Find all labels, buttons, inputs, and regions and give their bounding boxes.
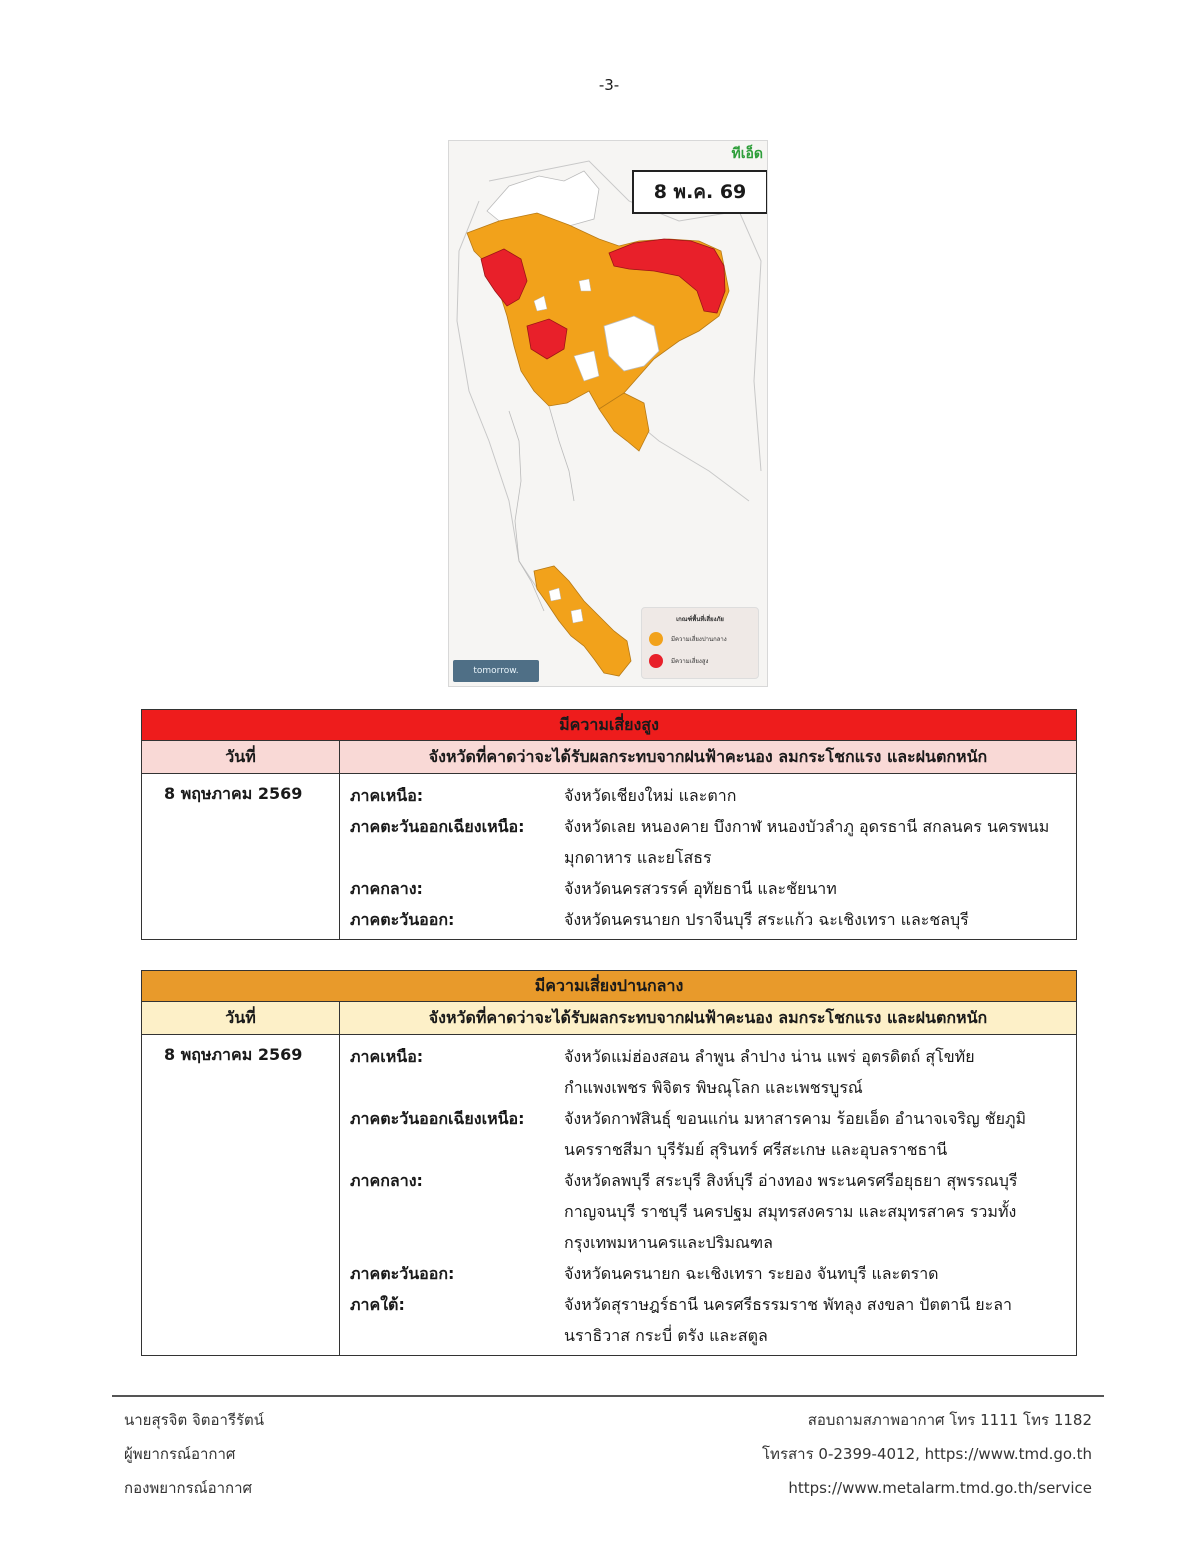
high-risk-body bbox=[142, 774, 1076, 939]
risk-date: 8 พฤษภาคม 2569 bbox=[142, 774, 340, 939]
medium-risk-title: มีความเสี่ยงปานกลาง bbox=[142, 971, 1076, 1002]
high-risk-title: มีความเสี่ยงสูง bbox=[142, 710, 1076, 741]
medium-risk-table bbox=[141, 970, 1077, 1356]
region-row bbox=[350, 873, 1076, 904]
tomorrow-logo: tomorrow. bbox=[453, 660, 539, 682]
legend-dot-red bbox=[649, 654, 663, 668]
region-provinces: จังหวัดนครนายก ปราจีนบุรี สระแก้ว ฉะเชิงเทรา และชลบุรี bbox=[564, 910, 969, 929]
region-row bbox=[350, 1041, 1076, 1103]
region-row bbox=[350, 1165, 1076, 1258]
contact-info bbox=[762, 1403, 1092, 1505]
region-row bbox=[350, 1103, 1076, 1165]
region-row bbox=[350, 1289, 1076, 1351]
region-name: ภาคกลาง: bbox=[350, 1171, 423, 1190]
region-provinces: จังหวัดเชียงใหม่ และตาก bbox=[564, 786, 737, 805]
high-risk-header bbox=[142, 741, 1076, 774]
region-name: ภาคเหนือ: bbox=[350, 786, 424, 805]
map-legend bbox=[641, 607, 759, 679]
region-provinces: จังหวัดลพบุรี สระบุรี สิงห์บุรี อ่างทอง พระนครศรีอยุธยา สุพรรณบุรี กาญจนบุรี ราชบุรี นครปฐม สมุทรสงคราม และสมุทรสาคร รวมทั้งกรุงเทพมหานครและปริมณฑล bbox=[564, 1171, 1018, 1252]
region-name: ภาคตะวันออก: bbox=[350, 910, 455, 929]
region-provinces: จังหวัดแม่ฮ่องสอน ลำพูน ลำปาง น่าน แพร่ อุตรดิตถ์ สุโขทัย กำแพงเพชร พิจิตร พิษณุโลก และเพชรบูรณ์ bbox=[564, 1047, 975, 1097]
header-provinces: จังหวัดที่คาดว่าจะได้รับผลกระทบจากฝนฟ้าคะนอง ลมกระโชกแรง และฝนตกหนัก bbox=[428, 1007, 988, 1027]
risk-date: 8 พฤษภาคม 2569 bbox=[142, 1035, 340, 1355]
medium-risk-header bbox=[142, 1002, 1076, 1035]
region-name: ภาคตะวันออก: bbox=[350, 1264, 455, 1283]
legend-label: มีความเสี่ยงสูง bbox=[671, 658, 709, 665]
header-provinces: จังหวัดที่คาดว่าจะได้รับผลกระทบจากฝนฟ้าคะนอง ลมกระโชกแรง และฝนตกหนัก bbox=[428, 746, 988, 766]
region-row bbox=[350, 811, 1076, 873]
forecaster-name: นายสุรจิต จิตอารีรัตน์ bbox=[124, 1411, 265, 1429]
header-date: วันที่ bbox=[142, 1002, 340, 1034]
region-name: ภาคกลาง: bbox=[350, 879, 423, 898]
agency-logo: ทีเอ็ด bbox=[731, 146, 763, 162]
page-number: -3- bbox=[598, 76, 620, 94]
header-date: วันที่ bbox=[142, 741, 340, 773]
region-name: ภาคตะวันออกเฉียงเหนือ: bbox=[350, 1109, 525, 1128]
risk-map bbox=[448, 140, 768, 687]
footer-divider bbox=[112, 1395, 1104, 1397]
high-risk-table bbox=[141, 709, 1077, 940]
region-provinces: จังหวัดกาฬสินธุ์ ขอนแก่น มหาสารคาม ร้อยเอ็ด อำนาจเจริญ ชัยภูมิ นครราชสีมา บุรีรัมย์ สุรินทร์ ศรีสะเกษ และอุบลราชธานี bbox=[564, 1109, 1027, 1159]
region-name: ภาคตะวันออกเฉียงเหนือ: bbox=[350, 817, 525, 836]
forecaster-info bbox=[124, 1403, 264, 1505]
legend-item-high bbox=[649, 654, 708, 668]
region-row bbox=[350, 780, 1076, 811]
region-provinces: จังหวัดเลย หนองคาย บึงกาฬ หนองบัวลำภู อุดรธานี สกลนคร นครพนม มุกดาหาร และยโสธร bbox=[564, 817, 1050, 867]
legend-dot-orange bbox=[649, 632, 663, 646]
region-row bbox=[350, 1258, 1076, 1289]
contact-fax-website[interactable]: โทรสาร 0-2399-4012, https://www.tmd.go.th bbox=[762, 1445, 1092, 1463]
thailand-map-graphic bbox=[449, 141, 767, 686]
forecaster-division: กองพยากรณ์อากาศ bbox=[124, 1479, 253, 1497]
region-row bbox=[350, 904, 1076, 935]
region-name: ภาคใต้: bbox=[350, 1295, 405, 1314]
contact-phone: สอบถามสภาพอากาศ โทร 1111 โทร 1182 bbox=[807, 1411, 1092, 1429]
legend-label: มีความเสี่ยงปานกลาง bbox=[671, 636, 727, 643]
region-provinces: จังหวัดสุราษฎร์ธานี นครศรีธรรมราช พัทลุง สงขลา ปัตตานี ยะลา นราธิวาส กระบี่ ตรัง และสตูล bbox=[564, 1295, 1013, 1345]
legend-title: เกณฑ์พื้นที่เสี่ยงภัย bbox=[676, 616, 724, 623]
region-provinces: จังหวัดนครนายก ฉะเชิงเทรา ระยอง จันทบุรี และตราด bbox=[564, 1264, 939, 1283]
medium-risk-body bbox=[142, 1035, 1076, 1355]
region-name: ภาคเหนือ: bbox=[350, 1047, 424, 1066]
legend-item-medium bbox=[649, 632, 727, 646]
region-provinces: จังหวัดนครสวรรค์ อุทัยธานี และชัยนาท bbox=[564, 879, 837, 898]
forecaster-role: ผู้พยากรณ์อากาศ bbox=[124, 1445, 236, 1463]
map-date-label: 8 พ.ค. 69 bbox=[632, 170, 768, 214]
contact-service-link[interactable]: https://www.metalarm.tmd.go.th/service bbox=[788, 1479, 1092, 1497]
